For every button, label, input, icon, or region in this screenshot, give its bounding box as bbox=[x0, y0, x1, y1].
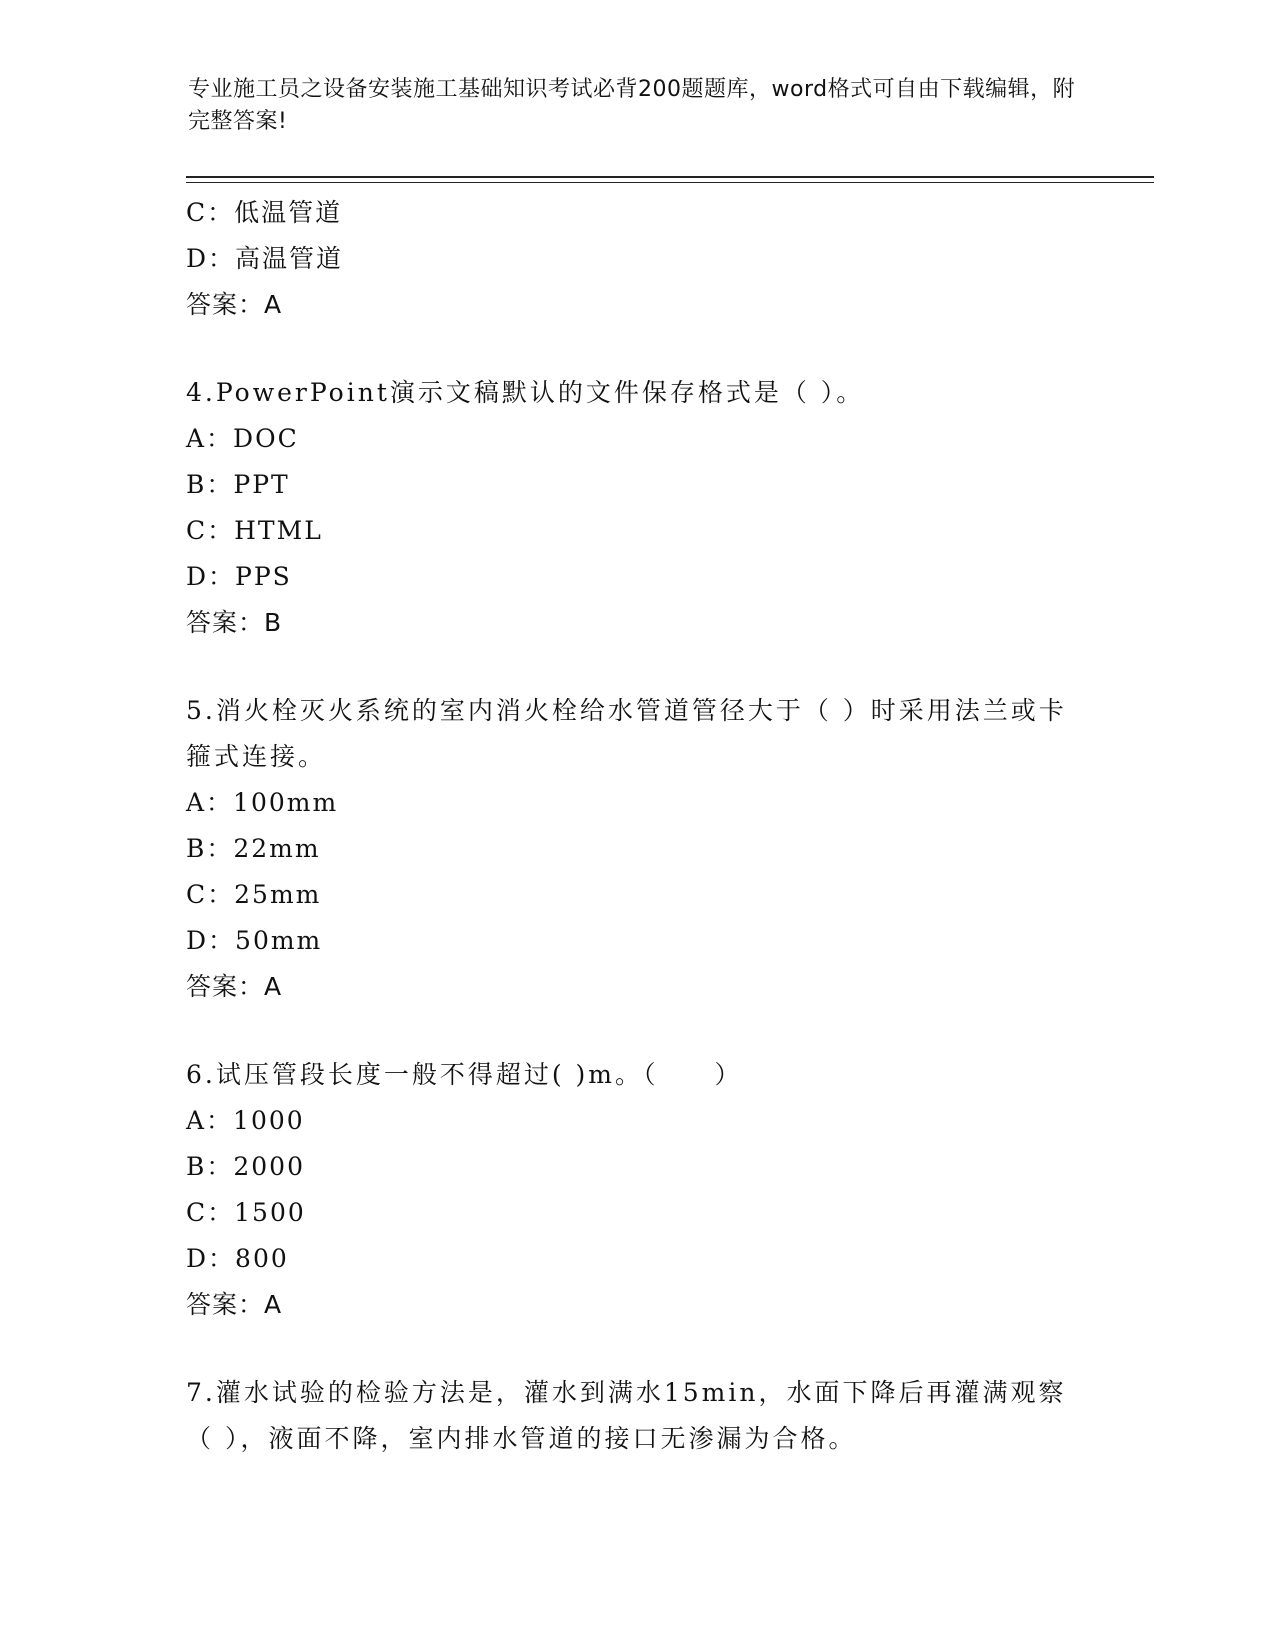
header-divider bbox=[186, 176, 1154, 178]
question-4 bbox=[186, 370, 1086, 646]
document-header: 专业施工员之设备安装施工基础知识考试必背200题题库，word格式可自由下载编辑，附完整答案! bbox=[188, 77, 1076, 134]
answer: 答案：A bbox=[186, 1290, 283, 1319]
question-6 bbox=[186, 1052, 1086, 1328]
question-list bbox=[186, 190, 1086, 1462]
question-7 bbox=[186, 1370, 1086, 1462]
question-text: 7.灌水试验的检验方法是，灌水到满水15min，水面下降后再灌满观察（ ），液面不降，室内排水管道的接口无渗漏为合格。 bbox=[186, 1378, 1067, 1453]
option-a: A：100mm bbox=[186, 788, 339, 817]
option-d: D：50mm bbox=[186, 926, 323, 955]
option-b: B：PPT bbox=[186, 470, 290, 499]
option-a: A：1000 bbox=[186, 1106, 305, 1135]
question-text: 4.PowerPoint演示文稿默认的文件保存格式是（ ）。 bbox=[186, 378, 865, 407]
answer: 答案：A bbox=[186, 972, 283, 1001]
option-d: D：800 bbox=[186, 1244, 289, 1273]
answer: 答案：A bbox=[186, 290, 283, 319]
option-c: C：1500 bbox=[186, 1198, 306, 1227]
answer: 答案：B bbox=[186, 608, 283, 637]
option-c: C：25mm bbox=[186, 880, 322, 909]
option-c: C：HTML bbox=[186, 516, 323, 545]
option-b: B：22mm bbox=[186, 834, 321, 863]
question-text: 5.消火栓灭火系统的室内消火栓给水管道管径大于（ ）时采用法兰或卡箍式连接。 bbox=[186, 696, 1067, 771]
option-d: D：PPS bbox=[186, 562, 292, 591]
option-c: C：低温管道 bbox=[186, 198, 343, 227]
option-a: A：DOC bbox=[186, 424, 299, 453]
question-text: 6.试压管段长度一般不得超过( )m。（ ） bbox=[186, 1060, 743, 1089]
option-d: D：高温管道 bbox=[186, 244, 344, 273]
question-3-partial bbox=[186, 190, 1086, 328]
question-5 bbox=[186, 688, 1086, 1010]
option-b: B：2000 bbox=[186, 1152, 305, 1181]
header-divider-thin bbox=[186, 182, 1154, 183]
